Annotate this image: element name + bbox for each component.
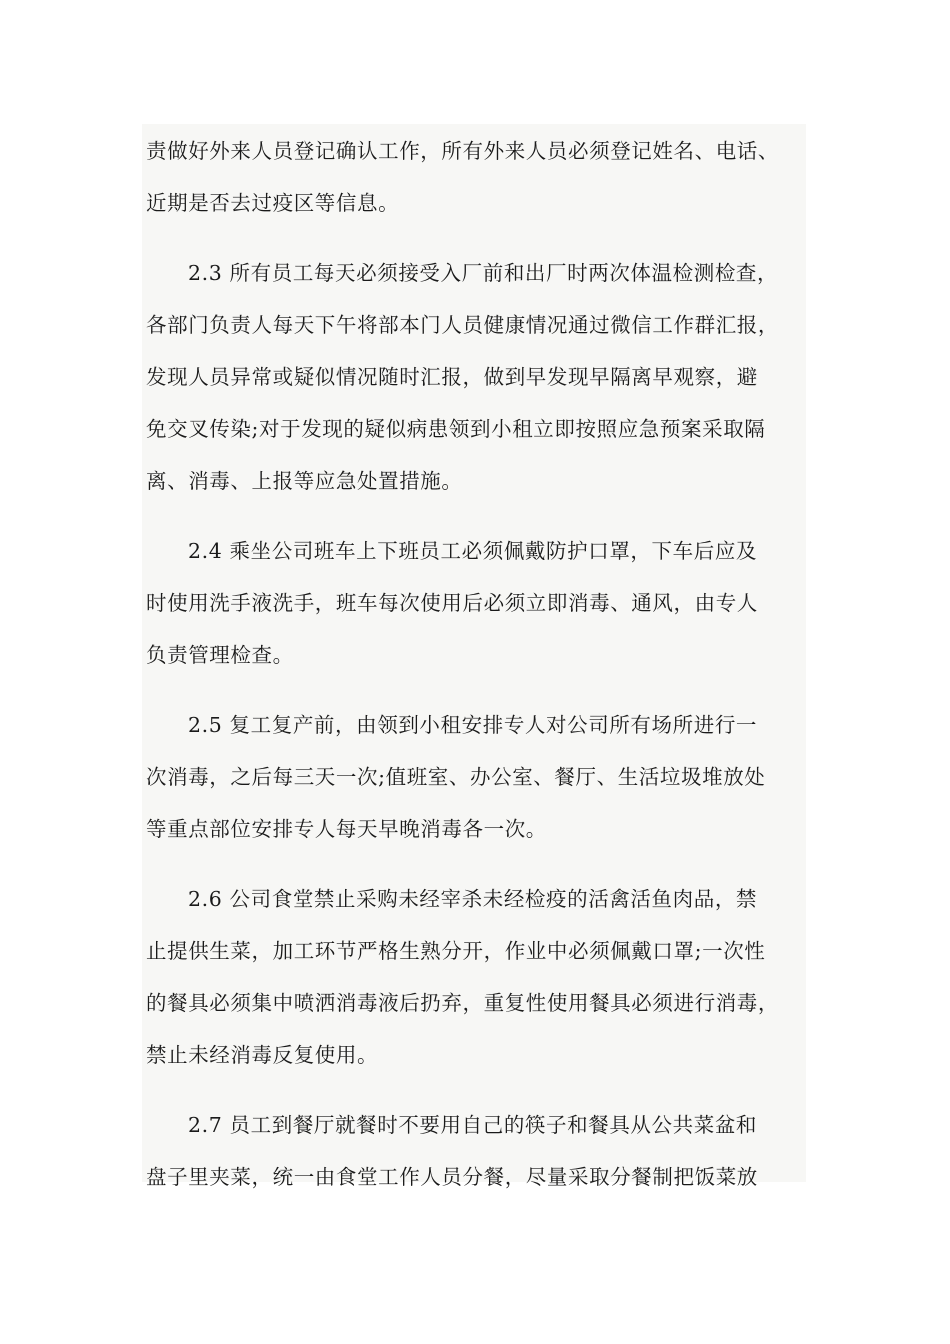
text-line: 止提供生菜，加工环节严格生熟分开，作业中必须佩戴口罩;一次性 bbox=[146, 939, 766, 963]
text-line: 盘子里夹菜，统一由食堂工作人员分餐，尽量采取分餐制把饭菜放 bbox=[146, 1165, 758, 1189]
text-line: 免交叉传染;对于发现的疑似病患领到小租立即按照应急预案采取隔 bbox=[146, 417, 766, 441]
text-line: 2.6 公司食堂禁止采购未经宰杀未经检疫的活禽活鱼肉品，禁 bbox=[188, 887, 758, 911]
text-line: 离、消毒、上报等应急处置措施。 bbox=[146, 469, 463, 493]
text-line: 2.7 员工到餐厅就餐时不要用自己的筷子和餐具从公共菜盆和 bbox=[188, 1113, 758, 1137]
text-line: 责做好外来人员登记确认工作，所有外来人员必须登记姓名、电话、 bbox=[146, 139, 779, 163]
text-body bbox=[142, 124, 806, 1189]
text-line: 2.3 所有员工每天必须接受入厂前和出厂时两次体温检测检查， bbox=[188, 261, 779, 285]
text-line: 等重点部位安排专人每天早晚消毒各一次。 bbox=[146, 817, 547, 841]
text-line: 2.5 复工复产前，由领到小租安排专人对公司所有场所进行一 bbox=[188, 713, 758, 737]
text-line: 时使用洗手液洗手，班车每次使用后必须立即消毒、通风，由专人 bbox=[146, 591, 758, 615]
text-line: 次消毒，之后每三天一次;值班室、办公室、餐厅、生活垃圾堆放处 bbox=[146, 765, 766, 789]
text-line: 2.4 乘坐公司班车上下班员工必须佩戴防护口罩，下车后应及 bbox=[188, 539, 758, 563]
text-line: 禁止未经消毒反复使用。 bbox=[146, 1043, 379, 1067]
text-line: 近期是否去过疫区等信息。 bbox=[146, 191, 400, 215]
text-line: 负责管理检查。 bbox=[146, 643, 294, 667]
text-line: 发现人员异常或疑似情况随时汇报，做到早发现早隔离早观察，避 bbox=[146, 365, 758, 389]
text-line: 的餐具必须集中喷洒消毒液后扔弃，重复性使用餐具必须进行消毒， bbox=[146, 991, 779, 1015]
text-line: 各部门负责人每天下午将部本门人员健康情况通过微信工作群汇报， bbox=[146, 313, 779, 337]
